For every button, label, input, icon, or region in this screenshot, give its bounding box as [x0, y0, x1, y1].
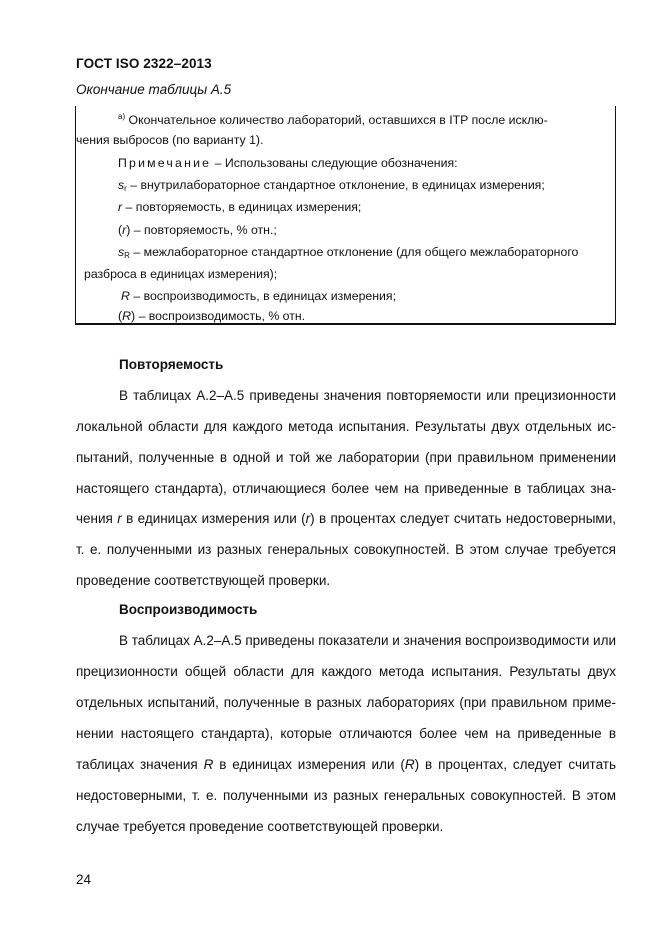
note-intro: Примечание – Использованы следующие обозначения:: [118, 156, 458, 170]
paragraph-line: недостоверными, т. е. полученными из разных генеральных совокупностей. В этом: [76, 788, 616, 803]
definition-R-percent: (R) – воспроизводимость, % отн.: [118, 309, 306, 323]
paragraph-line: пытаний, полученные в одной и той же лаборатории (при правильном применении: [76, 450, 616, 465]
definition-sr: $s_r$ – внутрилабораторное стандартное отклонение, в единицах измерения;: [118, 178, 545, 193]
definition-sR: $s_R$ – межлабораторное стандартное отклонение (для общего межлабораторного: [118, 245, 579, 260]
section-title-repeatability: Повторяемость: [119, 357, 224, 372]
page-number: 24: [76, 872, 92, 887]
paragraph-line: проведение соответствующей проверки.: [76, 573, 331, 588]
paragraph-line: нении настоящего стандарта), которые отличаются более чем на приведенные в: [76, 726, 616, 741]
paragraph-line: т. е. полученными из разных генеральных совокупностей. В этом случае требуется: [76, 542, 616, 557]
definition-r-percent: (r) – повторяемость, % отн.;: [118, 223, 277, 237]
definition-r: r – повторяемость, в единицах измерения;: [118, 200, 362, 214]
paragraph-line: В таблицах А.2–А.5 приведены показатели и значения воспроизводимости или: [119, 633, 616, 648]
paragraph-line: таблицах значения R в единицах измерения или (R) в процентах, следует считать: [76, 757, 617, 772]
paragraph-line: чения r в единицах измерения или (r) в процентах следует считать недостоверными,: [76, 511, 616, 526]
document-header-standard-id: ГОСТ ISO 2322–2013: [76, 56, 212, 71]
footnote-a-continuation: чения выбросов (по варианту 1).: [76, 133, 264, 147]
definition-sR-continuation: разброса в единицах измерения);: [84, 267, 278, 281]
definition-R: R – воспроизводимость, в единицах измерения;: [121, 289, 396, 303]
note-label: Примечание: [118, 156, 212, 170]
footnote-a: $^{a)}$ Окончательное количество лабораторий, оставшихся в ITP после исклю-: [118, 112, 548, 127]
paragraph-line: прецизионности общей области для каждого метода испытания. Результаты двух: [76, 664, 616, 679]
section-title-reproducibility: Воспроизводимость: [119, 602, 258, 617]
paragraph-line: настоящего стандарта), отличающиеся более чем на приведенные в таблицах зна-: [76, 481, 616, 496]
table-continuation-caption: Окончание таблицы А.5: [76, 82, 232, 97]
paragraph-line: случае требуется проведение соответствующей проверки.: [76, 819, 444, 834]
table-notes-box: [75, 106, 616, 325]
paragraph-line: В таблицах А.2–А.5 приведены значения повторяемости или прецизионности: [119, 388, 616, 403]
paragraph-line: отдельных испытаний, полученные в разных лабораториях (при правильном приме-: [76, 695, 616, 710]
paragraph-line: локальной области для каждого метода испытания. Результаты двух отдельных ис-: [76, 419, 616, 434]
footnote-marker: a): [118, 112, 126, 121]
